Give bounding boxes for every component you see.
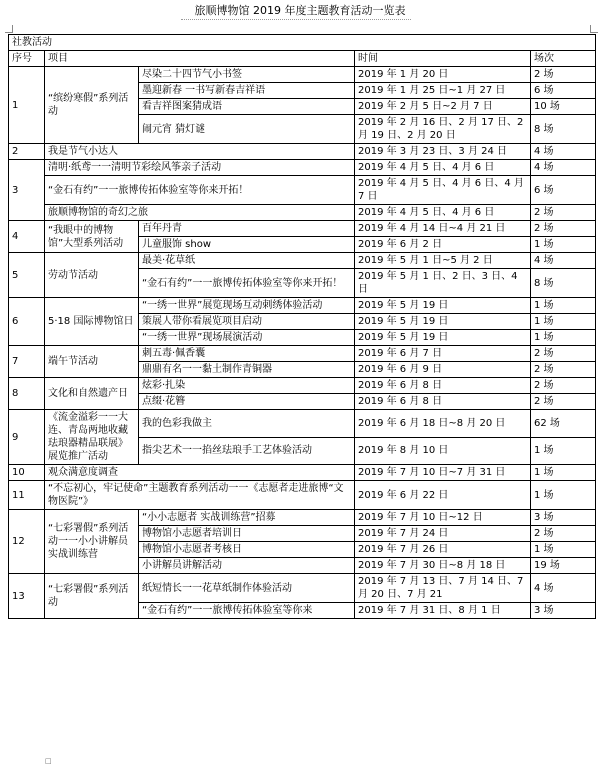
activity-time: 2019 年 2 月 16 日、2 月 17 日、2 月 19 日、2 月 20 日	[355, 115, 531, 144]
session-count: 2 场	[531, 394, 596, 410]
session-count: 2 场	[531, 362, 596, 378]
session-count: 19 场	[531, 558, 596, 574]
header-item: 项目	[45, 51, 355, 67]
session-count: 1 场	[531, 330, 596, 346]
project-name: 《流金溢彩一一大连、青岛两地收藏珐琅器精品联展》展览推广活动	[45, 410, 139, 465]
activity-time: 2019 年 6 月 8 日	[355, 394, 531, 410]
session-count: 8 场	[531, 115, 596, 144]
activity-time: 2019 年 7 月 24 日	[355, 526, 531, 542]
activity-time: 2019 年 7 月 10 日~7 月 31 日	[355, 465, 531, 481]
project-name: 5·18 国际博物馆日	[45, 298, 139, 346]
activity-time: 2019 年 5 月 1 日、2 日、3 日、4 日	[355, 269, 531, 298]
row-number: 10	[9, 465, 45, 481]
row-number: 11	[9, 481, 45, 510]
project-name: 旅顺博物馆的奇幻之旅	[45, 205, 355, 221]
activity-time: 2019 年 6 月 8 日	[355, 378, 531, 394]
project-name: 劳动节活动	[45, 253, 139, 298]
activity-time: 2019 年 4 月 5 日、4 月 6 日	[355, 205, 531, 221]
activity-time: 2019 年 6 月 22 日	[355, 481, 531, 510]
session-count: 3 场	[531, 603, 596, 619]
footer-mark: □	[45, 757, 52, 765]
header-no: 序号	[9, 51, 45, 67]
sub-activity: 点缀·花簪	[139, 394, 355, 410]
document-title	[0, 4, 600, 18]
session-count: 6 场	[531, 83, 596, 99]
table-row	[9, 510, 596, 526]
activity-time: 2019 年 5 月 19 日	[355, 298, 531, 314]
row-number: 13	[9, 574, 45, 619]
sub-activity: 鼎鼎有名一一黏土制作青铜器	[139, 362, 355, 378]
sub-activity: 我的色彩我做主	[139, 410, 355, 438]
activity-table	[8, 34, 596, 619]
session-count: 2 场	[531, 67, 596, 83]
session-count: 1 场	[531, 314, 596, 330]
activity-time: 2019 年 7 月 26 日	[355, 542, 531, 558]
sub-activity: 最美·花草纸	[139, 253, 355, 269]
row-number: 9	[9, 410, 45, 465]
activity-time: 2019 年 6 月 9 日	[355, 362, 531, 378]
activity-time: 2019 年 6 月 18 日~8 月 20 日	[355, 410, 531, 438]
table-row	[9, 221, 596, 237]
table-row	[9, 481, 596, 510]
activity-time: 2019 年 5 月 19 日	[355, 330, 531, 346]
session-count: 2 场	[531, 205, 596, 221]
section-row	[9, 35, 596, 51]
row-number: 4	[9, 221, 45, 253]
activity-time: 2019 年 7 月 30 日~8 月 18 日	[355, 558, 531, 574]
activity-time: 2019 年 2 月 5 日~2 月 7 日	[355, 99, 531, 115]
sub-activity: “金石有约”一一旅博传拓体验室等你来	[139, 603, 355, 619]
corner-mark-right	[590, 25, 598, 33]
session-count: 3 场	[531, 510, 596, 526]
session-count: 10 场	[531, 99, 596, 115]
sub-activity: 炫彩·扎染	[139, 378, 355, 394]
table-row	[9, 346, 596, 362]
activity-time: 2019 年 5 月 1 日~5 月 2 日	[355, 253, 531, 269]
table-row	[9, 574, 596, 603]
header-row	[9, 51, 596, 67]
activity-time: 2019 年 8 月 10 日	[355, 437, 531, 465]
table-row	[9, 253, 596, 269]
table-row	[9, 67, 596, 83]
title-text: 旅顺博物馆 2019 年度主题教育活动一览表	[194, 4, 406, 17]
table-row	[9, 378, 596, 394]
table-row	[9, 144, 596, 160]
table-row	[9, 465, 596, 481]
sub-activity: 纸短情长一一花草纸制作体验活动	[139, 574, 355, 603]
session-count: 4 场	[531, 160, 596, 176]
session-count: 4 场	[531, 253, 596, 269]
activity-time: 2019 年 6 月 7 日	[355, 346, 531, 362]
project-name: “缤纷寒假”系列活动	[45, 67, 139, 144]
activity-time: 2019 年 1 月 25 日~1 月 27 日	[355, 83, 531, 99]
sub-activity: 刺五毒·佩香囊	[139, 346, 355, 362]
activity-time: 2019 年 6 月 2 日	[355, 237, 531, 253]
table-row	[9, 298, 596, 314]
header-count: 场次	[531, 51, 596, 67]
activity-time: 2019 年 7 月 10 日~12 日	[355, 510, 531, 526]
project-name: 端午节活动	[45, 346, 139, 378]
session-count: 2 场	[531, 526, 596, 542]
header-time: 时间	[355, 51, 531, 67]
project-name: “金石有约”一一旅博传拓体验室等你来开拓！	[45, 176, 355, 205]
row-number: 7	[9, 346, 45, 378]
row-number: 1	[9, 67, 45, 144]
session-count: 2 场	[531, 378, 596, 394]
session-count: 8 场	[531, 269, 596, 298]
session-count: 4 场	[531, 144, 596, 160]
table-row	[9, 176, 596, 205]
project-name: 文化和自然遗产日	[45, 378, 139, 410]
table-row	[9, 205, 596, 221]
sub-activity: 闹元宵 猜灯谜	[139, 115, 355, 144]
session-count: 1 场	[531, 481, 596, 510]
activity-time: 2019 年 4 月 5 日、4 月 6 日、4 月 7 日	[355, 176, 531, 205]
corner-mark-left	[5, 25, 13, 33]
sub-activity: 尽染二十四节气小书签	[139, 67, 355, 83]
section-label: 社教活动	[9, 35, 596, 51]
session-count: 1 场	[531, 298, 596, 314]
activity-time: 2019 年 7 月 31 日、8 月 1 日	[355, 603, 531, 619]
sub-activity: 小讲解员讲解活动	[139, 558, 355, 574]
table-row	[9, 410, 596, 438]
sub-activity: 博物馆小志愿者培训日	[139, 526, 355, 542]
sub-activity: 儿童服饰 show	[139, 237, 355, 253]
sub-activity: 指尖艺术一一掐丝珐琅手工艺体验活动	[139, 437, 355, 465]
sub-activity: 博物馆小志愿者考核日	[139, 542, 355, 558]
activity-time: 2019 年 7 月 13 日、7 月 14 日、7 月 20 日、7 月 21	[355, 574, 531, 603]
project-name: “七彩署假”系列活动一一小小讲解员 实战训练营	[45, 510, 139, 574]
session-count: 4 场	[531, 574, 596, 603]
title-underline	[181, 19, 411, 20]
session-count: 1 场	[531, 542, 596, 558]
activity-time: 2019 年 1 月 20 日	[355, 67, 531, 83]
row-number: 2	[9, 144, 45, 160]
project-name: 我是节气小达人	[45, 144, 355, 160]
row-number: 6	[9, 298, 45, 346]
row-number: 8	[9, 378, 45, 410]
sub-activity: “一绣一世界”展览现场互动刺绣体验活动	[139, 298, 355, 314]
sub-activity: 百年丹青	[139, 221, 355, 237]
activity-time: 2019 年 5 月 19 日	[355, 314, 531, 330]
sub-activity: “一绣一世界”现场展演活动	[139, 330, 355, 346]
project-name: “七彩署假”系列活动	[45, 574, 139, 619]
session-count: 2 场	[531, 346, 596, 362]
project-name: 清明·纸鸢一一清明节彩绘风筝亲子活动	[45, 160, 355, 176]
sub-activity: 墨迎新春 一书写新春吉祥语	[139, 83, 355, 99]
sub-activity: “小小志愿者 实战训练营”招募	[139, 510, 355, 526]
session-count: 1 场	[531, 437, 596, 465]
table-body	[9, 35, 596, 619]
session-count: 62 场	[531, 410, 596, 438]
sub-activity: 策展人带你看展览项目启动	[139, 314, 355, 330]
row-number: 5	[9, 253, 45, 298]
project-name: 观众满意度调查	[45, 465, 355, 481]
activity-time: 2019 年 3 月 23 日、3 月 24 日	[355, 144, 531, 160]
project-name: “我眼中的博物馆”大型系列活动	[45, 221, 139, 253]
row-number: 3	[9, 160, 45, 221]
activity-time: 2019 年 4 月 14 日~4 月 21 日	[355, 221, 531, 237]
session-count: 1 场	[531, 465, 596, 481]
session-count: 2 场	[531, 221, 596, 237]
session-count: 6 场	[531, 176, 596, 205]
activity-time: 2019 年 4 月 5 日、4 月 6 日	[355, 160, 531, 176]
row-number: 12	[9, 510, 45, 574]
table-row	[9, 160, 596, 176]
sub-activity: “金石有约”一一旅博传拓体验室等你来开拓！	[139, 269, 355, 298]
session-count: 1 场	[531, 237, 596, 253]
project-name: “不忘初心，牢记使命”主题教育系列活动一一《志愿者走进旅博“文物医院”》	[45, 481, 355, 510]
sub-activity: 看吉祥图案猜成语	[139, 99, 355, 115]
